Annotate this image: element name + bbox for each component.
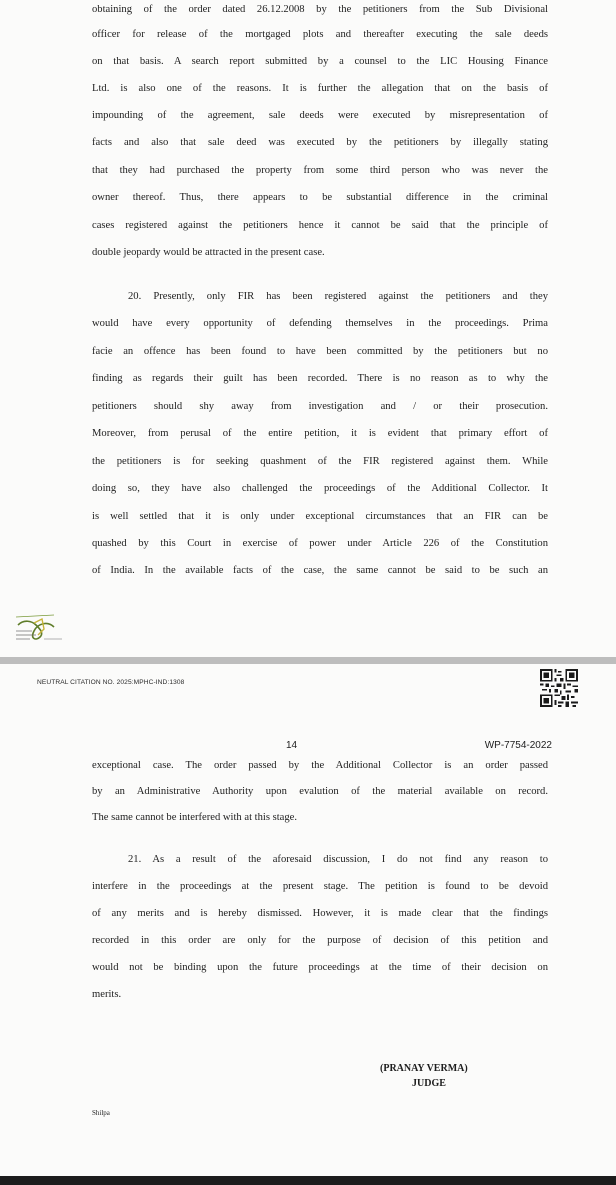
typist-initials: Shilpa [92,1109,110,1117]
text-line: owner thereof. Thus, there appears to be substantial difference in the criminal [92,192,548,203]
case-number: WP-7754-2022 [484,740,552,751]
judge-title: JUDGE [412,1078,446,1089]
text-line: that they had purchased the property from some third person who was never the [92,165,548,176]
text-line: facie an offence has been found to have been committed by the petitioners but no [92,346,548,357]
text-line: by an Administrative Authority upon evalution of the material available on record. [92,786,548,797]
bottom-bar [0,1176,616,1185]
text-line: of any merits and is hereby dismissed. However, it is made clear that the findings [92,908,548,919]
signature-stamp-icon [14,611,66,645]
text-line: would have every opportunity of defending themselves in the proceedings. Prima [92,318,548,329]
text-line: double jeopardy would be attracted in the present case. [92,247,325,258]
text-line: recorded in this order are only for the purpose of decision of this petition and [92,935,548,946]
text-line: finding as regards their guilt has been recorded. There is no reason as to why the [92,373,548,384]
text-line: Moreover, from perusal of the entire petition, it is evident that primary effort of [92,428,548,439]
text-line: officer for release of the mortgaged plots and thereafter executing the sale deeds [92,29,548,40]
text-line: on that basis. A search report submitted by a counsel to the LIC Housing Finance [92,56,548,67]
text-line: Ltd. is also one of the reasons. It is further the allegation that on the basis of [92,83,548,94]
text-line: petitioners should shy away from investigation and / or their prosecution. [92,401,548,412]
judge-name: (PRANAY VERMA) [380,1063,468,1074]
text-line: quashed by this Court in exercise of power under Article 226 of the Constitution [92,538,548,549]
qr-code-icon [540,669,578,707]
text-line: The same cannot be interfered with at this stage. [92,812,298,823]
neutral-citation: NEUTRAL CITATION NO. 2025:MPHC-IND:1308 [37,679,185,686]
text-line: 20. Presently, only FIR has been registered against the petitioners and they [128,291,548,302]
text-line: interfere in the proceedings at the present stage. The petition is found to be devoid [92,881,548,892]
text-line: the petitioners is for seeking quashment of the FIR registered against them. While [92,456,548,467]
text-line: doing so, they have also challenged the proceedings of the Additional Collector. It [92,483,548,494]
text-line: obtaining of the order dated 26.12.2008 by the petitioners from the Sub Divisional [92,4,548,15]
text-line: merits. [92,989,122,1000]
text-line: facts and also that sale deed was executed by the petitioners by illegally stating [92,137,548,148]
text-line: impounding of the agreement, sale deeds were executed by misrepresentation of [92,110,548,121]
text-line: exceptional case. The order passed by the Additional Collector is an order passed [92,760,548,771]
page-number: 14 [286,740,298,751]
text-line: cases registered against the petitioners hence it cannot be said that the principle of [92,220,548,231]
text-line: 21. As a result of the aforesaid discussion, I do not find any reason to [128,854,548,865]
text-line: of India. In the available facts of the case, the same cannot be said to be such an [92,565,548,576]
text-line: is well settled that it is only under exceptional circumstances that an FIR can be [92,511,548,522]
text-line: would not be binding upon the future proceedings at the time of their decision on [92,962,548,973]
